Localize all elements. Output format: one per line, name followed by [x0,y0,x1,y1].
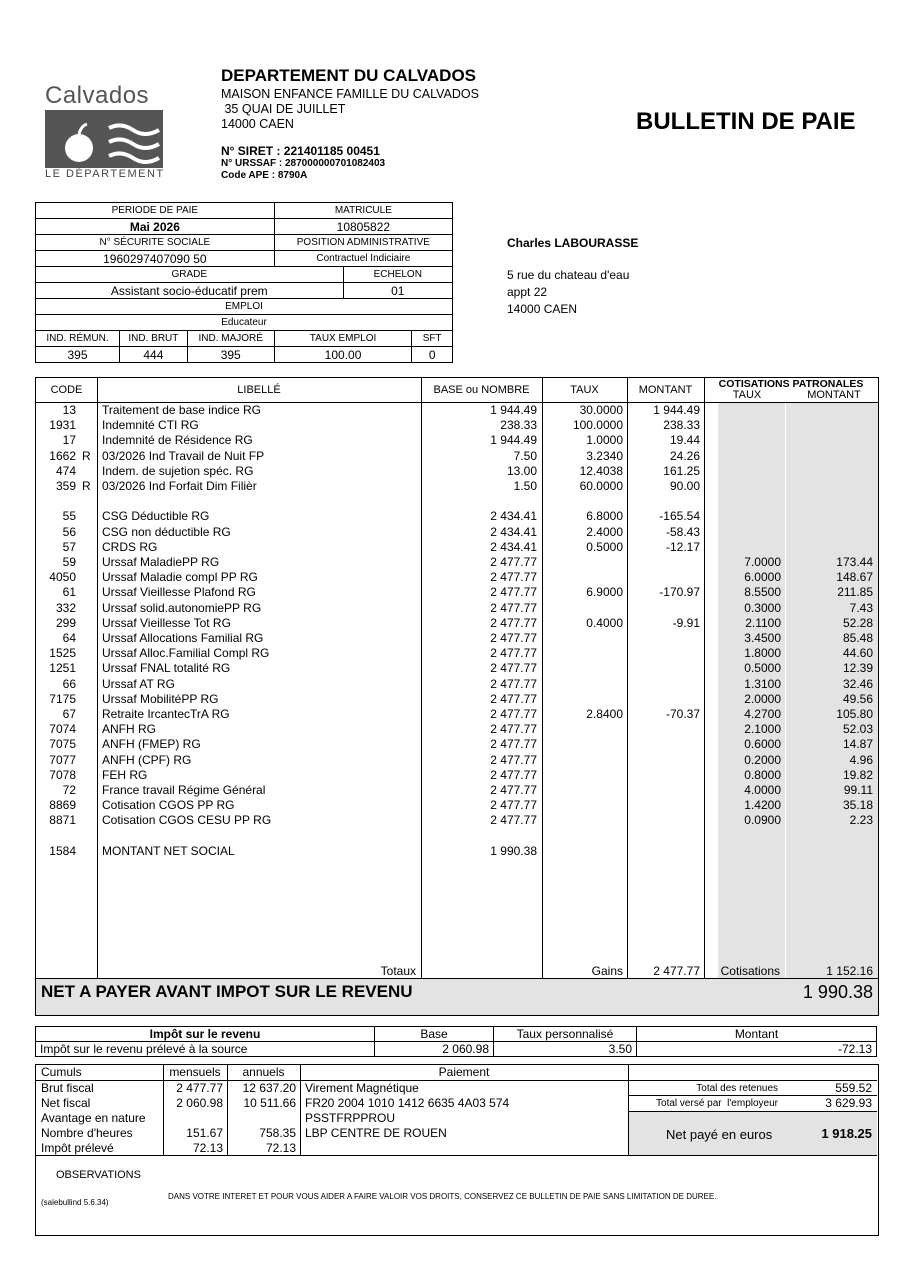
line-label: Urssaf Maladie compl PP RG [102,570,258,585]
cumul-m-2: 2 060.98 [176,1096,223,1110]
line-taux: 3.2340 [586,448,623,463]
sft-value: 0 [412,347,453,363]
impot-montant: -72.13 [637,1042,877,1057]
line-label: ANFH (FMEP) RG [102,737,201,752]
position-value: Contractuel Indiciaire [274,251,452,267]
line-taux: 100.0000 [572,418,623,433]
line-taux: 6.8000 [586,509,623,524]
line-code: 7078 [49,767,76,782]
line-base: 2 477.77 [490,555,537,569]
line-base: 7.50 [513,448,537,463]
line-label: Urssaf Vieillesse Tot RG [102,615,231,630]
employee-address-3: 14000 CAEN [507,302,578,316]
line-patronal-montant: 32.46 [842,676,873,691]
line-base: 2 477.77 [490,585,537,600]
total-retenues-label: Total des retenues [696,1083,778,1094]
ind-remun-label: IND. RÉMUN. [36,331,120,347]
cumul-m-5: 72.13 [192,1141,223,1155]
pay-line-row [36,692,878,707]
pay-line-row [36,540,878,555]
col-taux: TAUX [570,384,599,396]
employer-ape: Code APE : 8790A [221,170,308,181]
line-label: 03/2026 Ind Travail de Nuit FP [102,448,265,463]
paiement-line-2: FR20 2004 1010 1412 6635 4A03 574 [305,1096,510,1110]
line-taux: 0.5000 [586,539,623,554]
pay-line-row [36,601,878,616]
cumuls-header: Cumuls [41,1065,82,1079]
total-employeur-label: Total versé par l'employeur [656,1098,778,1109]
line-label: CRDS RG [102,539,158,554]
line-montant: -9.91 [672,615,700,630]
line-code: 1525 [49,646,76,661]
net-paye-value: 1 918.25 [821,1126,872,1141]
line-label: ANFH RG [102,722,156,737]
paiement-header: Paiement [438,1065,490,1079]
line-base: 2 434.41 [490,509,537,524]
line-patronal-taux: 1.4200 [744,798,781,813]
secu-label: N° SÉCURITE SOCIALE [36,235,275,251]
line-code: 1584 [49,843,76,858]
line-label: Urssaf Allocations Familial RG [102,631,264,645]
line-base: 2 477.77 [490,783,537,797]
apple-logo-icon [45,110,163,168]
line-label: Urssaf Alloc.Familial Compl RG [102,646,270,661]
col-p-taux: TAUX [732,389,762,401]
total-retenues-value: 559.52 [835,1081,872,1095]
line-taux: 2.8400 [586,707,623,721]
line-base: 2 477.77 [490,661,537,676]
line-base: 2 477.77 [490,767,537,782]
line-patronal-montant: 52.28 [842,615,873,630]
line-patronal-montant: 148.67 [836,570,873,585]
periode-label: PERIODE DE PAIE [36,203,275,219]
cotisations-label: Cotisations [720,964,780,978]
line-patronal-montant: 211.85 [837,585,873,600]
line-patronal-taux: 2.0000 [744,691,781,706]
line-base: 2 477.77 [490,752,537,767]
pay-line-row [36,585,878,600]
gains-label: Gains [591,964,623,978]
line-label: Urssaf AT RG [102,676,175,691]
secu-value: 1960297407090 50 [36,251,275,267]
line-montant: 90.00 [669,479,700,493]
line-code: 359 [55,479,76,493]
line-montant: 1 944.49 [653,403,700,417]
line-montant: -12.17 [665,539,700,554]
pay-line-row [36,525,878,540]
col-p-montant: MONTANT [807,389,861,401]
net-paye-label: Net payé en euros [666,1127,773,1142]
line-patronal-montant: 19.82 [842,767,873,782]
paiement-line-1: Virement Magnétique [305,1081,419,1095]
cumul-m-4: 151.67 [186,1126,223,1140]
line-code: 17 [62,433,76,448]
cotisations-value: 1 152.16 [826,964,873,978]
line-label: FEH RG [102,767,148,782]
line-base: 2 434.41 [490,539,537,554]
line-flag: R [82,479,91,493]
line-code: 8871 [49,813,76,828]
line-code: 66 [62,676,76,691]
pay-line-row [36,570,878,585]
line-base: 1 944.49 [490,433,537,448]
paiement-line-4: LBP CENTRE DE ROUEN [305,1126,447,1140]
line-label: CSG Déductible RG [102,509,210,524]
line-label: Indemnité CTI RG [102,418,199,433]
pay-line-row [36,844,878,859]
line-patronal-montant: 173.44 [836,555,873,569]
line-montant: -70.37 [665,707,700,721]
line-label: Cotisation CGOS CESU PP RG [102,813,272,828]
line-patronal-taux: 3.4500 [744,631,781,645]
impot-taux: 3.50 [494,1042,637,1057]
pay-line-row [36,798,878,813]
line-label: Urssaf MaladiePP RG [102,555,220,569]
line-label: 03/2026 Ind Forfait Dim Filièr [102,479,257,493]
line-base: 2 477.77 [490,600,537,615]
line-montant: -165.54 [659,509,700,524]
line-label: Cotisation CGOS PP RG [102,798,235,813]
emploi-label: EMPLOI [36,299,453,315]
pay-line-row [36,555,878,570]
employee-name: Charles LABOURASSE [507,236,639,250]
line-base: 2 477.77 [490,646,537,661]
employer-establishment: MAISON ENFANCE FAMILLE DU CALVADOS [221,87,479,101]
line-base: 2 477.77 [490,722,537,737]
line-code: 61 [62,585,76,600]
ind-brut-value: 444 [120,347,188,363]
line-patronal-taux: 0.6000 [744,737,781,752]
col-base: BASE ou NOMBRE [433,384,530,396]
line-base: 2 477.77 [490,631,537,645]
line-montant: 19.44 [669,433,700,448]
line-patronal-taux: 0.8000 [744,767,781,782]
line-patronal-taux: 4.2700 [744,707,781,721]
version-label: (salebullind 5.6.34) [41,1198,109,1207]
impot-row-label: Impôt sur le revenu prélevé à la source [36,1042,375,1057]
line-patronal-montant: 4.96 [849,752,873,767]
employer-city: 14000 CAEN [221,117,294,131]
line-flag: R [82,448,91,463]
col-montant: MONTANT [638,384,693,396]
line-code: 57 [62,539,76,554]
line-code: 56 [62,524,76,539]
line-patronal-montant: 2.23 [849,813,873,828]
pay-line-row [36,433,878,448]
line-code: 67 [62,707,76,721]
employer-street: 35 QUAI DE JUILLET [221,102,346,116]
totaux-label: Totaux [380,964,416,978]
line-base: 1 944.49 [490,403,537,417]
pay-line-row [36,783,878,798]
taux-emploi-value: 100.00 [274,347,412,363]
line-base: 2 477.77 [490,676,537,691]
line-patronal-taux: 8.5500 [744,585,781,600]
line-base: 2 477.77 [490,615,537,630]
pay-line-row [36,677,878,692]
line-code: 55 [62,509,76,524]
net-avant-impot-box [35,978,879,1016]
line-label: Urssaf Vieillesse Plafond RG [102,585,256,600]
conservation-notice: DANS VOTRE INTERET ET POUR VOUS AIDER A FAIRE VALOIR VOS DROITS, CONSERVEZ CE BULLETIN DE PAIE SANS LIMITATION DE DUREE. [168,1192,717,1201]
pay-line-row [36,813,878,828]
cumul-label-1: Brut fiscal [41,1081,94,1095]
logo-word: Calvados [45,82,150,109]
line-montant: 238.33 [663,418,700,433]
echelon-label: ECHELON [343,267,452,283]
line-patronal-montant: 44.60 [842,646,873,661]
line-patronal-taux: 0.5000 [744,661,781,676]
impot-taux-label: Taux personnalisé [494,1027,637,1042]
paiement-line-3: PSSTFRPPROU [305,1111,396,1125]
line-code: 7175 [49,691,76,706]
line-code: 72 [62,783,76,797]
line-code: 13 [62,403,76,417]
line-code: 332 [55,600,76,615]
line-patronal-taux: 1.3100 [744,676,781,691]
col-libelle: LIBELLÉ [237,384,281,396]
line-taux: 0.4000 [586,615,623,630]
line-label: ANFH (CPF) RG [102,752,192,767]
line-label: Indem. de sujetion spéc. RG [102,463,254,478]
employer-name: DEPARTEMENT DU CALVADOS [221,66,476,85]
logo-subtitle: LE DÉPARTEMENT [45,168,165,180]
line-base: 2 477.77 [490,691,537,706]
employee-address-2: appt 22 [507,285,548,299]
line-code: 474 [55,463,76,478]
cumul-label-2: Net fiscal [41,1096,91,1110]
grade-value: Assistant socio-éducatif prem [36,283,344,299]
cumul-a-5: 72.13 [265,1141,296,1155]
net-avant-impot-value: 1 990.38 [802,982,873,1002]
matricule-label: MATRICULE [274,203,452,219]
net-avant-impot-label: NET A PAYER AVANT IMPOT SUR LE REVENU [41,982,413,1001]
pay-lines-table [35,377,879,982]
line-base: 1 990.38 [490,843,537,858]
line-patronal-taux: 7.0000 [744,555,781,569]
line-code: 1662 [49,448,76,463]
pay-line-row [36,449,878,464]
pay-line-row [36,707,878,722]
pay-line-row [36,661,878,676]
line-patronal-taux: 4.0000 [744,783,781,797]
impot-base-label: Base [375,1027,494,1042]
line-montant: -170.97 [659,585,700,600]
pay-line-row [36,418,878,433]
line-base: 2 434.41 [490,524,537,539]
line-patronal-montant: 49.56 [842,691,873,706]
line-code: 8869 [49,798,76,813]
line-patronal-montant: 7.43 [849,600,873,615]
impot-montant-label: Montant [637,1027,877,1042]
line-patronal-montant: 12.39 [842,661,873,676]
line-patronal-taux: 2.1100 [745,615,781,630]
line-montant: -58.43 [665,524,700,539]
line-code: 299 [55,615,76,630]
line-taux: 2.4000 [586,524,623,539]
line-taux: 30.0000 [579,403,623,417]
cumul-label-5: Impôt prélevé [41,1141,114,1155]
line-base: 2 477.77 [490,570,537,585]
line-base: 2 477.77 [490,707,537,721]
grade-label: GRADE [36,267,344,283]
col-code: CODE [50,384,83,396]
observations-label: OBSERVATIONS [56,1169,141,1181]
line-montant: 24.26 [669,448,700,463]
line-base: 2 477.77 [490,798,537,813]
line-patronal-taux: 6.0000 [744,570,781,585]
employee-address-1: 5 rue du chateau d'eau [507,268,630,282]
document-title: BULLETIN DE PAIE [636,108,856,135]
line-label: MONTANT NET SOCIAL [102,843,235,858]
line-code: 7075 [49,737,76,752]
pay-line-row [36,753,878,768]
line-taux: 1.0000 [586,433,623,448]
line-label: Urssaf MobilitéPP RG [102,691,219,706]
line-base: 2 477.77 [490,737,537,752]
cumul-label-3: Avantage en nature [41,1111,146,1125]
gains-value: 2 477.77 [653,964,700,978]
line-patronal-taux: 1.8000 [744,646,781,661]
line-patronal-montant: 35.18 [842,798,873,813]
line-code: 1251 [49,661,76,676]
pay-line-row [36,722,878,737]
line-label: France travail Régime Général [102,783,266,797]
employer-urssaf: N° URSSAF : 287000000701082403 [221,158,386,169]
line-label: Traitement de base indice RG [102,403,261,417]
line-base: 13.00 [506,463,537,478]
taux-emploi-label: TAUX EMPLOI [274,331,412,347]
pay-line-row [36,616,878,631]
line-label: Indemnité de Résidence RG [102,433,253,448]
cumul-label-4: Nombre d'heures [41,1126,133,1140]
impot-base: 2 060.98 [375,1042,494,1057]
line-label: Urssaf FNAL totalité RG [102,661,231,676]
line-montant: 161.25 [663,463,700,478]
line-patronal-taux: 0.2000 [744,752,781,767]
calvados-logo [40,82,168,182]
cumul-a-1: 12 637.20 [242,1081,296,1095]
employer-siret: N° SIRET : 221401185 00451 [221,144,380,158]
total-employeur-value: 3 629.93 [825,1096,872,1110]
line-label: Urssaf solid.autonomiePP RG [102,600,262,615]
line-base: 2 477.77 [490,813,537,828]
line-patronal-montant: 14.87 [842,737,873,752]
emploi-value: Educateur [36,315,453,331]
cumuls-box [35,1064,879,1236]
cumul-a-4: 758.35 [259,1126,296,1140]
pay-line-row [36,464,878,479]
ind-remun-value: 395 [36,347,120,363]
sft-label: SFT [412,331,453,347]
pay-line-row [36,737,878,752]
line-code: 64 [62,631,76,645]
line-patronal-montant: 52.03 [842,722,873,737]
pay-line-row [36,479,878,494]
line-patronal-montant: 85.48 [842,631,873,645]
impot-table [35,1026,877,1057]
matricule-value: 10805822 [274,219,452,235]
cumul-a-2: 10 511.66 [243,1096,296,1110]
line-patronal-taux: 0.3000 [744,600,781,615]
ind-majore-label: IND. MAJORÉ [187,331,274,347]
cumul-m-1: 2 477.77 [176,1081,223,1095]
echelon-value: 01 [343,283,452,299]
ind-brut-label: IND. BRUT [120,331,188,347]
line-code: 1931 [49,418,76,433]
line-base: 1.50 [513,479,537,493]
line-code: 4050 [49,570,76,585]
line-label: CSG non déductible RG [102,524,231,539]
line-taux: 6.9000 [586,585,623,600]
periode-value: Mai 2026 [36,219,275,235]
line-taux: 60.0000 [579,479,623,493]
employee-info-table [35,202,453,363]
line-code: 7074 [49,722,76,737]
line-patronal-montant: 99.11 [843,783,873,797]
line-base: 238.33 [500,418,537,433]
position-label: POSITION ADMINISTRATIVE [274,235,452,251]
line-code: 59 [62,555,76,569]
col-patronales: COTISATIONS PATRONALES [718,378,864,390]
line-label: Retraite IrcantecTrA RG [102,707,230,721]
line-taux: 12.4038 [579,463,623,478]
pay-line-row [36,494,878,509]
ind-majore-value: 395 [187,347,274,363]
pay-line-row [36,768,878,783]
cumuls-mensuels: mensuels [169,1065,221,1079]
cumuls-annuels: annuels [242,1065,285,1079]
impot-header: Impôt sur le revenu [36,1027,375,1042]
pay-line-row [36,509,878,524]
line-patronal-taux: 0.0900 [744,813,781,828]
pay-line-row [36,631,878,646]
line-patronal-taux: 2.1000 [744,722,781,737]
line-patronal-montant: 105.80 [836,707,873,721]
line-code: 7077 [49,752,76,767]
pay-line-row [36,646,878,661]
pay-line-row [36,829,878,844]
pay-line-row [36,403,878,418]
